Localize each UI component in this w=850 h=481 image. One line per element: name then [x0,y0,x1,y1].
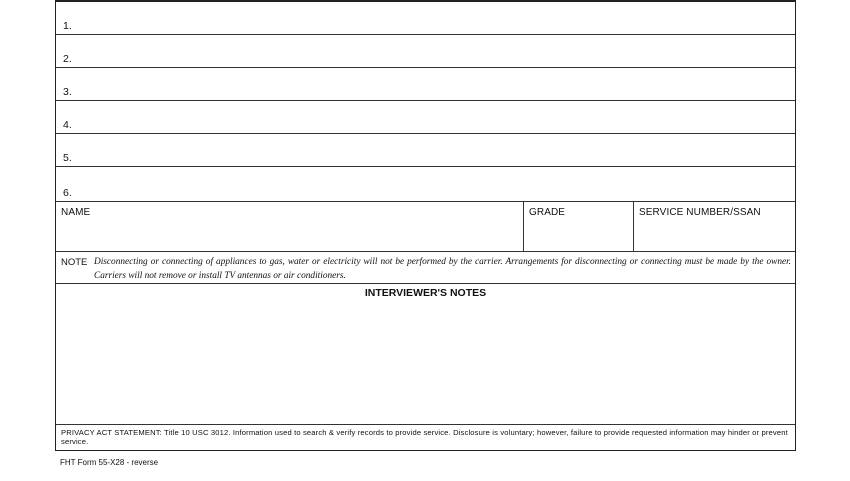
interviewer-notes-input[interactable] [62,304,789,418]
line-4-input[interactable] [80,112,791,132]
line-3-input[interactable] [80,79,791,99]
grade-label: GRADE [529,207,566,218]
numbered-line-5 [56,134,795,167]
line-2-input[interactable] [80,46,791,66]
line-number: 3. [63,86,72,98]
form-footer: FHT Form 55-X28 - reverse [60,458,159,467]
form-frame [55,0,796,451]
interviewer-notes-section [56,284,795,425]
note-row [56,252,795,284]
name-input[interactable] [60,228,519,248]
note-text: Disconnecting or connecting of appliances to gas, water or electricity will not be performed by the carrier. Arrangements for disconnecting or connecting must be made by the owner. Carriers will not remove or install TV antennas or air conditioners. [94,257,791,281]
note-label: NOTE [61,257,88,268]
line-number: 1. [63,20,72,32]
numbered-line-3 [56,68,795,101]
numbered-line-1 [56,2,795,35]
line-number: 6. [63,187,72,199]
name-grade-service-row [56,202,795,252]
grade-cell [524,202,634,251]
service-number-label: SERVICE NUMBER/SSAN [639,207,761,218]
name-cell [56,202,524,251]
line-1-input[interactable] [80,13,791,33]
name-label: NAME [61,207,91,218]
line-number: 2. [63,53,72,65]
numbered-line-6 [56,167,795,202]
privacy-act-statement: PRIVACY ACT STATEMENT: Title 10 USC 3012. Information used to search & verify records to provide service. Disclosure is voluntary; however, failure to provide requested information may hinder or prevent service. [61,428,788,446]
service-number-input[interactable] [638,228,791,248]
numbered-line-4 [56,101,795,134]
line-6-input[interactable] [80,180,791,200]
line-number: 5. [63,152,72,164]
numbered-line-2 [56,35,795,68]
grade-input[interactable] [528,228,629,248]
interviewer-notes-title: INTERVIEWER'S NOTES [364,287,487,299]
line-number: 4. [63,119,72,131]
line-5-input[interactable] [80,145,791,165]
service-number-cell [634,202,795,251]
